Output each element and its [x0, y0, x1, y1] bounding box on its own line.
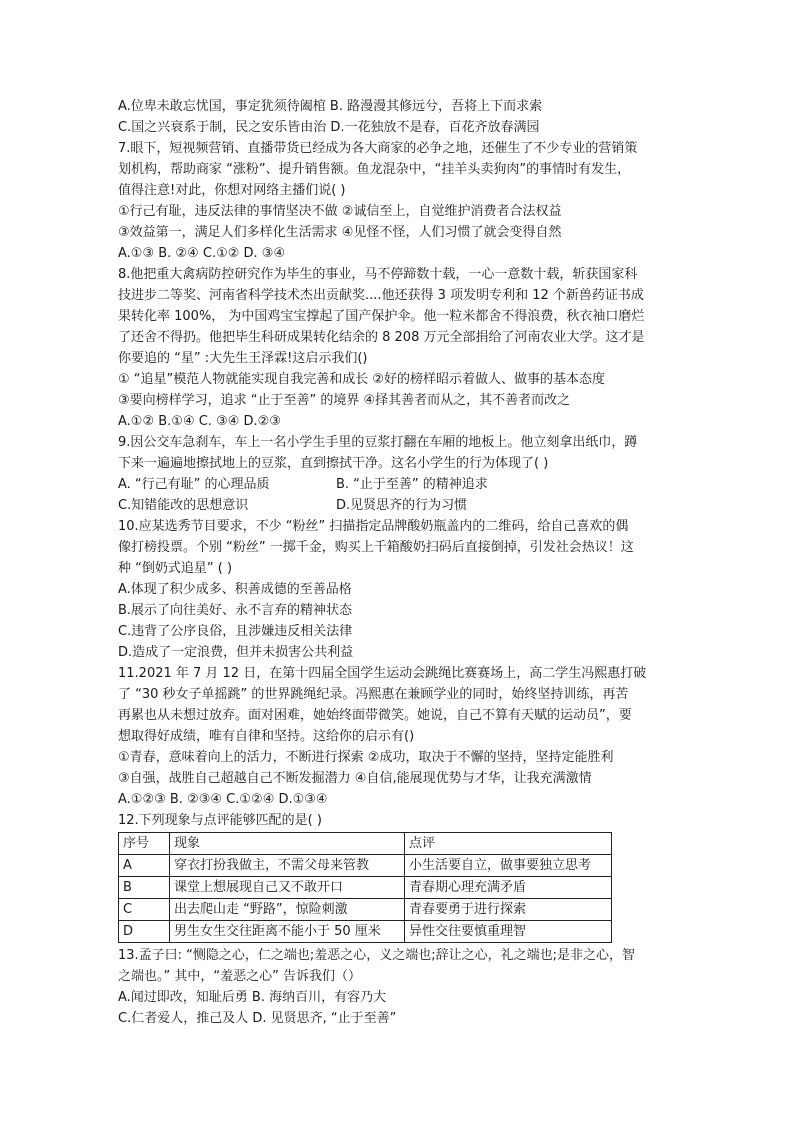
option-c: C.知错能改的思想意识 [118, 498, 249, 513]
table-cell: B [119, 877, 170, 899]
table-cell: C [119, 899, 170, 921]
question-stem-line: 11.2021 年 7 月 12 日，在第十四届全国学生运动会跳绳比赛赛场上，高二学生冯熙惠打破 [118, 666, 647, 681]
question-stem-line: 再累也从未想过放弃。面对困难，她始终面带微笑。她说，自己不算有天赋的运动员”，要 [118, 708, 632, 723]
question-stem-line: 13.孟子曰: “恻隐之心，仁之端也;羞恶之心，义之端也;辞让之心，礼之端也;是非之心，智 [118, 948, 636, 963]
table-header-cell: 点评 [405, 833, 612, 855]
table-row [119, 899, 612, 921]
answer-choices: A.①② B.①④ C. ③④ D.②③ [118, 414, 281, 429]
question-10 [118, 516, 683, 663]
table-header-row [119, 833, 612, 855]
table-cell: 男生女生交往距离不能小于 50 厘米 [170, 921, 405, 943]
question-11 [118, 663, 683, 810]
question-stem-line: 种 “倒奶式追星” ( ) [118, 561, 233, 576]
question-6-options [118, 96, 683, 138]
matching-table [118, 832, 612, 943]
table-cell: D [119, 921, 170, 943]
question-stem-line: 值得注意!对此，你想对网络主播们说( ) [118, 183, 346, 198]
question-stem-line: 10.应某选秀节目要求，不少 “粉丝” 扫描指定品牌酸奶瓶盖内的二维码，给自己喜欢的偶 [118, 519, 629, 534]
table-row [119, 877, 612, 899]
table-header-cell: 现象 [170, 833, 405, 855]
table-cell: 小生活要自立，做事要独立思考 [405, 855, 612, 877]
exam-content [118, 96, 683, 1029]
answer-choices: A.①③ B. ②④ C.①② D. ③④ [118, 246, 286, 261]
table-cell: 青春期心理充满矛盾 [405, 877, 612, 899]
option-a: A.体现了积少成多、积善成德的至善品格 [118, 582, 352, 597]
option-line: C.国之兴衰系于制，民之安乐皆由治 D.一花独放不是春，百花齐放春满园 [118, 120, 540, 135]
table-cell: A [119, 855, 170, 877]
question-stem-line: 9.因公交车急刹车，车上一名小学生手里的豆浆打翻在车厢的地板上。他立刻拿出纸巾，蹲 [118, 435, 638, 450]
table-row [119, 855, 612, 877]
option-row [118, 495, 683, 516]
answer-choices: A.①②③ B. ②③④ C.①②④ D.①③④ [118, 792, 328, 807]
question-stem-line: 你要追的 “星” :大先生王泽霖!这启示我们() [118, 351, 368, 366]
question-stem-line: 下来一遍遍地擦拭地上的豆浆，直到擦拭干净。这名小学生的行为体现了( ) [118, 456, 549, 471]
statement-line: ①青春，意味着向上的活力，不断进行探索 ②成功，取决于不懈的坚持，坚持定能胜利 [118, 750, 614, 765]
option-b: B. “止于至善” 的精神追求 [336, 477, 488, 492]
question-stem-line: 8.他把重大禽病防控研究作为毕生的事业，马不停蹄数十载，一心一意数十载，斩获国家科 [118, 267, 638, 282]
table-header-cell: 序号 [119, 833, 170, 855]
option-b: B.展示了向往美好、永不言弃的精神状态 [118, 603, 353, 618]
table-cell: 课堂上想展现自己又不敢开口 [170, 877, 405, 899]
statement-line: ③效益第一，满足人们多样化生活需求 ④见怪不怪，人们习惯了就会变得自然 [118, 225, 562, 240]
table-cell: 异性交往要慎重理智 [405, 921, 612, 943]
question-stem-line: 想取得好成绩，唯有自律和坚持。这给你的启示有() [118, 729, 415, 744]
question-stem-line: 7.眼下，短视频营销、直播带货已经成为各大商家的必争之地，还催生了不少专业的营销策 [118, 141, 638, 156]
question-stem-line: 划机构，帮助商家 “涨粉”、提升销售额。鱼龙混杂中，“挂羊头卖狗肉”的事情时有发生， [118, 162, 631, 177]
table-cell: 穿衣打扮我做主，不需父母来管教 [170, 855, 405, 877]
option-line: A.位卑未敢忘忧国，事定犹须待阖棺 B. 路漫漫其修远兮，吾将上下而求索 [118, 99, 543, 114]
option-line: A.闻过即改，知耻后勇 B. 海纳百川，有容乃大 [118, 990, 387, 1005]
statement-line: ③自强，战胜自己超越自己不断发掘潜力 ④自信,能展现优势与才华，让我充满激情 [118, 771, 592, 786]
option-d: D.见贤思齐的行为习惯 [336, 498, 468, 513]
question-7 [118, 138, 683, 264]
question-stem-line: 果转化率 100%， 为中国鸡宝宝撑起了国产保护伞。他一粒米都舍不得浪费，秋衣袖口磨烂 [118, 309, 645, 324]
question-8 [118, 264, 683, 432]
statement-line: ③要向榜样学习，追求 “止于至善” 的境界 ④择其善者而从之，其不善者而改之 [118, 393, 571, 408]
question-stem-line: 12.下列现象与点评能够匹配的是( ) [118, 813, 322, 828]
option-d: D.造成了一定浪费，但并未损害公共利益 [118, 645, 354, 660]
option-row [118, 474, 683, 495]
question-12 [118, 810, 683, 943]
option-c: C.违背了公序良俗，且涉嫌违反相关法律 [118, 624, 353, 639]
question-stem-line: 了还舍不得扔。他把毕生科研成果转化结余的 8 208 万元全部捐给了河南农业大学。这才是 [118, 330, 645, 345]
statement-line: ① “追星”模范人物就能实现自我完善和成长 ②好的榜样昭示着做人、做事的基本态度 [118, 372, 606, 387]
option-line: C.仁者爱人，推己及人 D. 见贤思齐, “止于至善” [118, 1011, 397, 1026]
option-a: A. “行己有耻” 的心理品质 [118, 477, 270, 492]
statement-line: ①行己有耻，违反法律的事情坚决不做 ②诚信至上，自觉维护消费者合法权益 [118, 204, 562, 219]
question-stem-line: 像打榜投票。个别 “粉丝” 一掷千金，购买上千箱酸奶扫码后直接倒掉，引发社会热议！这 [118, 540, 634, 555]
question-9 [118, 432, 683, 516]
question-stem-line: 之端也。” 其中，“羞恶之心” 告诉我们（） [118, 969, 361, 984]
question-stem-line: 技进步二等奖、河南省科学技术杰出贡献奖....他还获得 3 项发明专利和 12 个新兽药证书成 [118, 288, 644, 303]
table-row [119, 921, 612, 943]
question-13 [118, 945, 683, 1029]
table-cell: 出去爬山走 “野路”，惊险刺激 [170, 899, 405, 921]
table-cell: 青春要勇于进行探索 [405, 899, 612, 921]
question-stem-line: 了 “30 秒女子单摇跳” 的世界跳绳纪录。冯熙惠在兼顾学业的同时，始终坚持训练，再苦 [118, 687, 629, 702]
